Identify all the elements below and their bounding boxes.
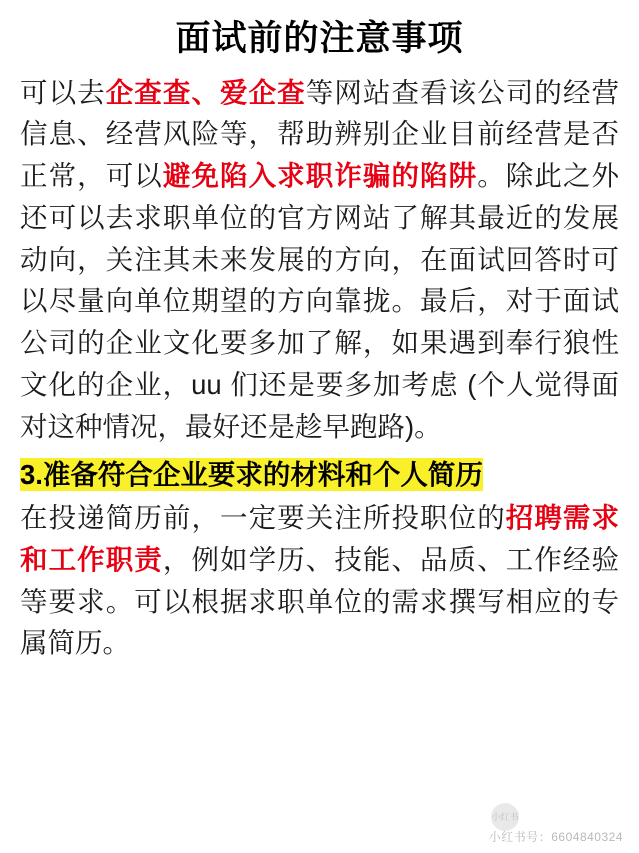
paragraph-1-run-3: 避免陷入求职诈骗的陷阱 — [162, 160, 478, 192]
paragraph-1-run-1: 企查查、爱企查 — [105, 76, 306, 108]
paragraph-2-run-1: 招聘需求和工作职责 — [20, 501, 620, 575]
paragraph-2 — [20, 497, 619, 664]
paragraph-1-run-4: 。除此之外还可以去求职单位的官方网站了解其最近的发展动向，关注其未来发展的方向，在面试回答时可以尽量向单位期望的方向靠拢。最后，对于面试公司的企业文化要多加了解，如果遇到奉行狼性文化的企业，uu 们还是要多加考虑 (个人觉得面对这种情况，最好还是趁早跑路)。 — [20, 160, 620, 442]
paragraph-1-run-2: 等网站查看该公司的经营信息、经营风险等，帮助辨别企业目前经营是否正常，可以 — [20, 76, 620, 192]
paragraph-1 — [20, 72, 619, 448]
section-heading-text: 3.准备符合企业要求的材料和个人简历 — [20, 458, 483, 490]
page-title: 面试前的注意事项 — [175, 19, 464, 58]
section-heading — [20, 454, 619, 495]
paragraph-1-run-0: 可以去 — [20, 76, 106, 108]
paragraph-2-run-2: ，例如学历、技能、品质、工作经验等要求。可以根据求职单位的需求撰写相应的专属简历。 — [20, 543, 619, 659]
paragraph-2-run-0: 在投递简历前，一定要关注所投职位的 — [20, 501, 506, 533]
watermark-logo-icon: 小红书 — [491, 803, 519, 831]
watermark-text: 小红书号：6604840324 — [488, 830, 623, 844]
